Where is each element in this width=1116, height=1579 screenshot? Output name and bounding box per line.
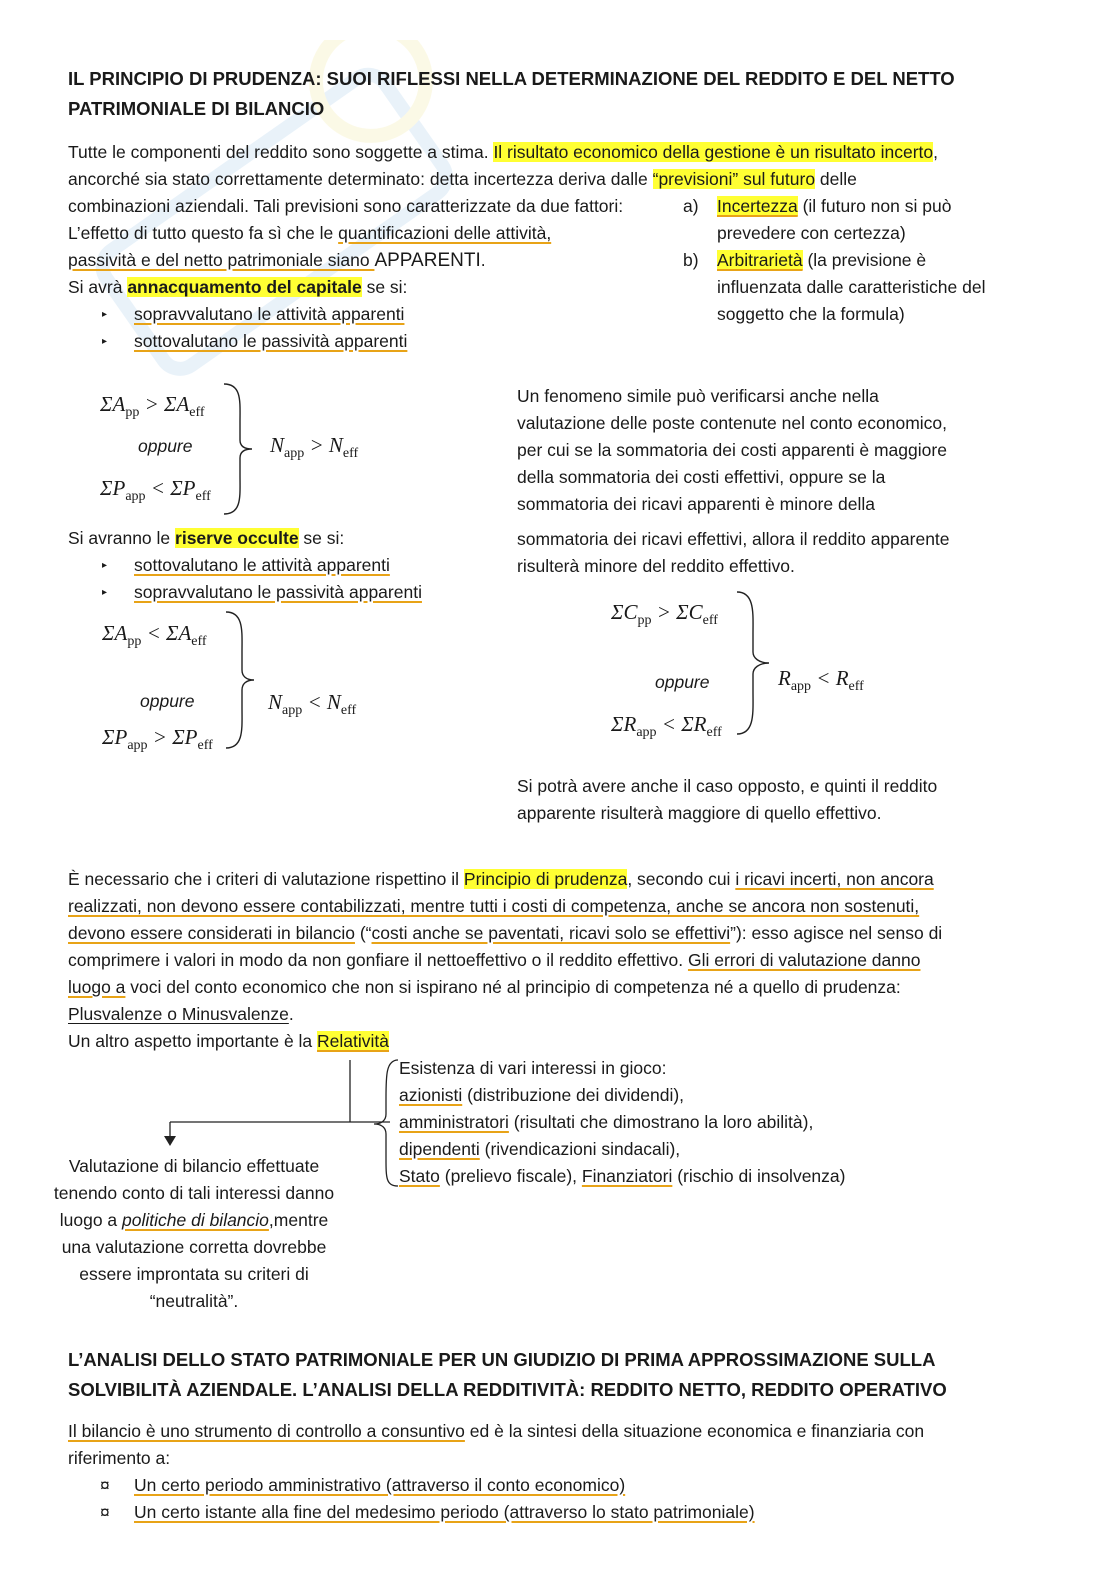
list-item: sottovalutano le attività apparenti — [134, 555, 390, 575]
paragraph-line: L’effetto di tutto questo fa sì che le quantificazioni delle attività, — [68, 223, 552, 243]
formula-1-top: $\Sigma A_{pp} > \Sigma A_{eff}$ — [100, 392, 205, 421]
factor-b-continued: influenzata dalle caratteristiche del — [717, 277, 986, 297]
list-item: Un certo periodo amministrativo (attraverso il conto economico) — [134, 1475, 626, 1495]
paragraph-line: apparente risulterà maggiore di quello effettivo. — [517, 803, 882, 823]
list-item: sottovalutano le passività apparenti — [134, 331, 408, 351]
paragraph-line: per cui se la sommatoria dei costi apparenti è maggiore — [517, 440, 947, 460]
paragraph-line: realizzati, non devono essere contabilizzati, mentre tutti i costi di competenza, anche se ancora non sostenuti, — [68, 896, 920, 916]
paragraph-line: Un altro aspetto importante è la Relatività — [68, 1031, 390, 1051]
formula-2-oppure: oppure — [140, 691, 195, 711]
section-title-continued: SOLVIBILITÀ AZIENDALE. L’ANALISI DELLA REDDITIVITÀ: REDDITO NETTO, REDDITO OPERATIVO — [68, 1379, 947, 1400]
bullet-icon: ▸ — [102, 309, 108, 320]
interest-item: azionisti (distribuzione dei dividendi), — [399, 1085, 685, 1105]
paragraph-line: È necessario che i criteri di valutazione rispettino il Principio di prudenza, secondo cui i ricavi incerti, non ancora — [68, 869, 934, 889]
formula-1-result: $N_{app} > N_{eff}$ — [270, 433, 359, 462]
paragraph-line: Tutte le componenti del reddito sono soggette a stima. Il risultato economico della gestione è un risultato incerto, — [68, 142, 938, 162]
paragraph-line: sommatoria dei ricavi apparenti è minore della — [517, 494, 875, 514]
factor-a-continued: prevedere con certezza) — [717, 223, 906, 243]
section-title-continued: PATRIMONIALE DI BILANCIO — [68, 98, 325, 119]
formula-2-top: $\Sigma A_{pp} < \Sigma A_{eff}$ — [102, 621, 207, 650]
bullet-icon: ▸ — [102, 560, 108, 571]
paragraph-line: Si avrà annacquamento del capitale se si: — [68, 277, 408, 297]
paragraph-line: Si potrà avere anche il caso opposto, e quinti il reddito — [517, 776, 938, 796]
brace-icon — [735, 590, 773, 736]
paragraph-line: riferimento a: — [68, 1448, 171, 1468]
paragraph-line: ancorché sia stato correttamente determinato: detta incertezza deriva dalle “previsioni” sul futuro delle — [68, 169, 857, 189]
list-item: Un certo istante alla fine del medesimo periodo (attraverso lo stato patrimoniale) — [134, 1502, 755, 1522]
formula-3-top: $\Sigma C_{pp} > \Sigma C_{eff}$ — [611, 600, 718, 629]
paragraph-line: della sommatoria dei costi effettivi, oppure se la — [517, 467, 886, 487]
formula-3-oppure: oppure — [655, 672, 710, 692]
paragraph-line: Si avranno le riserve occulte se si: — [68, 528, 345, 548]
factor-a: Incertezza (il futuro non si può — [717, 196, 952, 216]
list-item: sopravvalutano le attività apparenti — [134, 304, 405, 324]
interest-item: amministratori (risultati che dimostrano la loro abilità), — [399, 1112, 814, 1132]
paragraph-line: luogo a voci del conto economico che non si ispirano né al principio di competenza né a quello di prudenza: — [68, 977, 901, 997]
paragraph-line: sommatoria dei ricavi effettivi, allora il reddito apparente — [517, 529, 950, 549]
relativita-caption: Valutazione di bilancio effettuate tenendo conto di tali interessi danno luogo a politiche di bilancio,mentre una valutazione corretta dovrebbe essere improntata su criteri di “neutralità”. — [53, 1156, 335, 1311]
factor-b-continued: soggetto che la formula) — [717, 304, 905, 324]
brace-icon — [372, 1058, 402, 1188]
section-title: L’ANALISI DELLO STATO PATRIMONIALE PER UN GIUDIZIO DI PRIMA APPROSSIMAZIONE SULLA — [68, 1349, 936, 1370]
paragraph-line: combinazioni aziendali. Tali previsioni sono caratterizzate da due fattori: — [68, 196, 624, 216]
interest-item: dipendenti (rivendicazioni sindacali), — [399, 1139, 681, 1159]
list-item: sopravvalutano le passività apparenti — [134, 582, 422, 602]
bullet-icon: ¤ — [100, 1475, 110, 1495]
factor-b: Arbitrarietà (la previsione è — [717, 250, 927, 270]
paragraph-line: comprimere i valori in modo da non gonfiare il nettoeffettivo o il reddito effettivo. Gli errori di valutazione danno — [68, 950, 921, 970]
bullet-icon: ▸ — [102, 336, 108, 347]
section-title: IL PRINCIPIO DI PRUDENZA: SUOI RIFLESSI NELLA DETERMINAZIONE DEL REDDITO E DEL NETTO — [68, 68, 955, 89]
formula-3-result: $R_{app} < R_{eff}$ — [778, 666, 864, 695]
paragraph-line: risulterà minore del reddito effettivo. — [517, 556, 795, 576]
formula-1-bottom: $\Sigma P_{app} < \Sigma P_{eff}$ — [100, 476, 211, 505]
paragraph-line: Il bilancio è uno strumento di controllo a consuntivo ed è la sintesi della situazione economica e finanziaria con — [68, 1421, 925, 1441]
formula-2-result: $N_{app} < N_{eff}$ — [268, 690, 357, 719]
interest-heading: Esistenza di vari interessi in gioco: — [399, 1058, 667, 1078]
formula-3-bottom: $\Sigma R_{app} < \Sigma R_{eff}$ — [611, 712, 722, 741]
formula-2-bottom: $\Sigma P_{app} > \Sigma P_{eff}$ — [102, 725, 213, 754]
paragraph-line: Plusvalenze o Minusvalenze. — [68, 1004, 294, 1024]
factor-marker: b) — [683, 250, 699, 270]
brace-icon — [224, 610, 258, 750]
paragraph-line: valutazione delle poste contenute nel conto economico, — [517, 413, 948, 433]
bullet-icon: ¤ — [100, 1502, 110, 1522]
paragraph-line: Un fenomeno simile può verificarsi anche nella — [517, 386, 879, 406]
factor-marker: a) — [683, 196, 699, 216]
paragraph-line: devono essere considerati in bilancio (“costi anche se paventati, ricavi solo se effettivi”): esso agisce nel senso di — [68, 923, 943, 943]
brace-icon — [222, 382, 256, 516]
formula-1-oppure: oppure — [138, 436, 193, 456]
interest-item: Stato (prelievo fiscale), Finanziatori (rischio di insolvenza) — [399, 1166, 846, 1186]
paragraph-line: passività e del netto patrimoniale siano APPARENTI. — [68, 250, 486, 271]
bullet-icon: ▸ — [102, 587, 108, 598]
